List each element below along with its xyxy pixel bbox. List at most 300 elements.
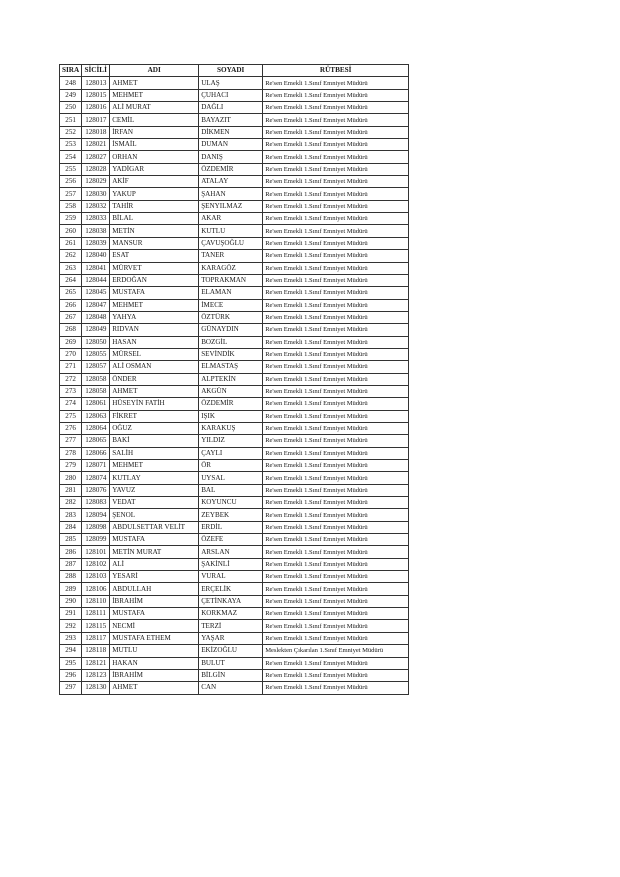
cell-sira: 278 [60,447,82,459]
cell-sira: 268 [60,324,82,336]
cell-rutbe: Re'sen Emekli 1.Sınıf Emniyet Müdürü [263,262,409,274]
cell-adi: MUTLU [110,645,199,657]
cell-rutbe: Re'sen Emekli 1.Sınıf Emniyet Müdürü [263,89,409,101]
cell-rutbe: Re'sen Emekli 1.Sınıf Emniyet Müdürü [263,348,409,360]
cell-rutbe: Re'sen Emekli 1.Sınıf Emniyet Müdürü [263,595,409,607]
cell-rutbe: Re'sen Emekli 1.Sınıf Emniyet Müdürü [263,472,409,484]
table-row [60,385,409,397]
table-row [60,657,409,669]
table-row [60,250,409,262]
table-row [60,682,409,694]
cell-sira: 284 [60,521,82,533]
cell-rutbe: Re'sen Emekli 1.Sınıf Emniyet Müdürü [263,114,409,126]
cell-adi: ÖNDER [110,373,199,385]
cell-sira: 257 [60,188,82,200]
cell-adi: RIDVAN [110,324,199,336]
cell-soyadi: KARAKUŞ [199,422,263,434]
cell-sicil: 128117 [82,632,110,644]
cell-adi: YAHYA [110,311,199,323]
header-sicil: SİCİLİ [82,65,110,77]
cell-sira: 249 [60,89,82,101]
cell-sira: 289 [60,583,82,595]
cell-adi: MUSTAFA ETHEM [110,632,199,644]
cell-sicil: 128123 [82,669,110,681]
table-row [60,139,409,151]
cell-rutbe: Re'sen Emekli 1.Sınıf Emniyet Müdürü [263,299,409,311]
table-row [60,472,409,484]
table-row [60,336,409,348]
cell-soyadi: KORKMAZ [199,608,263,620]
cell-sira: 280 [60,472,82,484]
cell-adi: METİN [110,225,199,237]
header-sira: SIRA [60,65,82,77]
cell-adi: BİLAL [110,213,199,225]
cell-sira: 251 [60,114,82,126]
cell-sicil: 128130 [82,682,110,694]
cell-sira: 248 [60,77,82,89]
cell-sicil: 128058 [82,373,110,385]
cell-adi: KUTLAY [110,472,199,484]
cell-sira: 295 [60,657,82,669]
cell-rutbe: Re'sen Emekli 1.Sınıf Emniyet Müdürü [263,77,409,89]
table-row [60,102,409,114]
cell-sira: 274 [60,398,82,410]
personnel-table [59,64,409,695]
cell-soyadi: İMECE [199,299,263,311]
cell-adi: HÜSEYİN FATİH [110,398,199,410]
cell-adi: AHMET [110,77,199,89]
cell-sira: 260 [60,225,82,237]
cell-rutbe: Re'sen Emekli 1.Sınıf Emniyet Müdürü [263,534,409,546]
cell-adi: HASAN [110,336,199,348]
cell-sira: 253 [60,139,82,151]
cell-sicil: 128050 [82,336,110,348]
cell-sira: 272 [60,373,82,385]
cell-sicil: 128074 [82,472,110,484]
cell-adi: OĞUZ [110,422,199,434]
cell-rutbe: Re'sen Emekli 1.Sınıf Emniyet Müdürü [263,571,409,583]
cell-rutbe: Meslekten Çıkarılan 1.Sınıf Emniyet Müdürü [263,645,409,657]
cell-adi: YESARİ [110,571,199,583]
table-row [60,361,409,373]
cell-sicil: 128106 [82,583,110,595]
table-row [60,89,409,101]
cell-rutbe: Re'sen Emekli 1.Sınıf Emniyet Müdürü [263,139,409,151]
cell-rutbe: Re'sen Emekli 1.Sınıf Emniyet Müdürü [263,225,409,237]
cell-adi: HAKAN [110,657,199,669]
cell-adi: YAVUZ [110,484,199,496]
cell-sira: 277 [60,435,82,447]
cell-sicil: 128058 [82,385,110,397]
cell-adi: METİN MURAT [110,546,199,558]
table-row [60,237,409,249]
table-row [60,213,409,225]
cell-rutbe: Re'sen Emekli 1.Sınıf Emniyet Müdürü [263,200,409,212]
cell-rutbe: Re'sen Emekli 1.Sınıf Emniyet Müdürü [263,447,409,459]
cell-sira: 281 [60,484,82,496]
cell-soyadi: BAYAZIT [199,114,263,126]
table-row [60,200,409,212]
cell-sicil: 128071 [82,460,110,472]
cell-sira: 266 [60,299,82,311]
table-row [60,509,409,521]
table-row [60,632,409,644]
cell-soyadi: BULUT [199,657,263,669]
cell-rutbe: Re'sen Emekli 1.Sınıf Emniyet Müdürü [263,237,409,249]
cell-soyadi: UYSAL [199,472,263,484]
cell-adi: ERDOĞAN [110,274,199,286]
cell-soyadi: ARSLAN [199,546,263,558]
cell-sira: 258 [60,200,82,212]
cell-adi: ALİ MURAT [110,102,199,114]
cell-adi: MEHMET [110,299,199,311]
cell-adi: VEDAT [110,497,199,509]
cell-sira: 270 [60,348,82,360]
cell-sicil: 128032 [82,200,110,212]
cell-adi: MUSTAFA [110,608,199,620]
cell-adi: ALİ [110,558,199,570]
table-row [60,484,409,496]
table-row [60,645,409,657]
cell-sira: 250 [60,102,82,114]
cell-rutbe: Re'sen Emekli 1.Sınıf Emniyet Müdürü [263,311,409,323]
cell-soyadi: ÇAVUŞOĞLU [199,237,263,249]
cell-soyadi: VURAL [199,571,263,583]
cell-sicil: 128102 [82,558,110,570]
cell-sicil: 128110 [82,595,110,607]
cell-sicil: 128049 [82,324,110,336]
cell-rutbe: Re'sen Emekli 1.Sınıf Emniyet Müdürü [263,422,409,434]
cell-sicil: 128038 [82,225,110,237]
table-row [60,447,409,459]
table-row [60,497,409,509]
cell-sira: 293 [60,632,82,644]
cell-rutbe: Re'sen Emekli 1.Sınıf Emniyet Müdürü [263,583,409,595]
cell-soyadi: KARAGÖZ [199,262,263,274]
cell-rutbe: Re'sen Emekli 1.Sınıf Emniyet Müdürü [263,151,409,163]
cell-sira: 279 [60,460,82,472]
cell-sicil: 128111 [82,608,110,620]
cell-soyadi: ÇETİNKAYA [199,595,263,607]
cell-adi: MÜRVET [110,262,199,274]
cell-rutbe: Re'sen Emekli 1.Sınıf Emniyet Müdürü [263,435,409,447]
cell-sira: 273 [60,385,82,397]
cell-adi: MÜRSEL [110,348,199,360]
cell-adi: MEHMET [110,89,199,101]
cell-rutbe: Re'sen Emekli 1.Sınıf Emniyet Müdürü [263,620,409,632]
cell-soyadi: TERZİ [199,620,263,632]
cell-soyadi: KOYUNCU [199,497,263,509]
cell-rutbe: Re'sen Emekli 1.Sınıf Emniyet Müdürü [263,385,409,397]
cell-rutbe: Re'sen Emekli 1.Sınıf Emniyet Müdürü [263,287,409,299]
cell-rutbe: Re'sen Emekli 1.Sınıf Emniyet Müdürü [263,398,409,410]
cell-soyadi: DUMAN [199,139,263,151]
table-row [60,324,409,336]
cell-sicil: 128015 [82,89,110,101]
cell-sira: 252 [60,126,82,138]
table-row [60,410,409,422]
cell-sicil: 128041 [82,262,110,274]
cell-sira: 271 [60,361,82,373]
cell-rutbe: Re'sen Emekli 1.Sınıf Emniyet Müdürü [263,484,409,496]
cell-sicil: 128028 [82,163,110,175]
cell-sira: 256 [60,176,82,188]
cell-soyadi: TANER [199,250,263,262]
cell-soyadi: ŞAHAN [199,188,263,200]
cell-adi: ABDULLAH [110,583,199,595]
cell-sira: 290 [60,595,82,607]
cell-sicil: 128027 [82,151,110,163]
cell-rutbe: Re'sen Emekli 1.Sınıf Emniyet Müdürü [263,460,409,472]
table-row [60,163,409,175]
table-row [60,546,409,558]
cell-rutbe: Re'sen Emekli 1.Sınıf Emniyet Müdürü [263,669,409,681]
cell-rutbe: Re'sen Emekli 1.Sınıf Emniyet Müdürü [263,608,409,620]
cell-adi: YADİGAR [110,163,199,175]
cell-sicil: 128039 [82,237,110,249]
cell-soyadi: ERÇELİK [199,583,263,595]
table-row [60,77,409,89]
cell-sicil: 128048 [82,311,110,323]
cell-soyadi: ULAŞ [199,77,263,89]
cell-soyadi: YAŞAR [199,632,263,644]
cell-sicil: 128018 [82,126,110,138]
cell-adi: MEHMET [110,460,199,472]
cell-sicil: 128044 [82,274,110,286]
cell-sicil: 128021 [82,139,110,151]
cell-soyadi: ÖZDEMİR [199,163,263,175]
cell-rutbe: Re'sen Emekli 1.Sınıf Emniyet Müdürü [263,509,409,521]
table-row [60,151,409,163]
cell-soyadi: DANIŞ [199,151,263,163]
cell-soyadi: GÜNAYDIN [199,324,263,336]
table-row [60,176,409,188]
cell-sira: 291 [60,608,82,620]
cell-sicil: 128016 [82,102,110,114]
cell-sicil: 128029 [82,176,110,188]
cell-sicil: 128115 [82,620,110,632]
table-row [60,114,409,126]
cell-soyadi: ŞENYILMAZ [199,200,263,212]
cell-soyadi: ÖZTÜRK [199,311,263,323]
cell-soyadi: AKGÜN [199,385,263,397]
cell-sicil: 128118 [82,645,110,657]
cell-rutbe: Re'sen Emekli 1.Sınıf Emniyet Müdürü [263,546,409,558]
cell-sira: 282 [60,497,82,509]
table-row [60,534,409,546]
cell-sira: 267 [60,311,82,323]
table-row [60,348,409,360]
cell-rutbe: Re'sen Emekli 1.Sınıf Emniyet Müdürü [263,373,409,385]
cell-adi: AHMET [110,682,199,694]
table-row [60,608,409,620]
cell-sira: 285 [60,534,82,546]
header-adi: ADI [110,65,199,77]
cell-soyadi: ATALAY [199,176,263,188]
cell-soyadi: YILDIZ [199,435,263,447]
cell-soyadi: DAĞLI [199,102,263,114]
cell-sira: 263 [60,262,82,274]
cell-rutbe: Re'sen Emekli 1.Sınıf Emniyet Müdürü [263,274,409,286]
cell-soyadi: ÇUHACI [199,89,263,101]
table-row [60,311,409,323]
cell-rutbe: Re'sen Emekli 1.Sınıf Emniyet Müdürü [263,361,409,373]
cell-soyadi: ÇAYLI [199,447,263,459]
cell-adi: MANSUR [110,237,199,249]
cell-sira: 287 [60,558,82,570]
cell-rutbe: Re'sen Emekli 1.Sınıf Emniyet Müdürü [263,558,409,570]
cell-sira: 296 [60,669,82,681]
cell-sira: 261 [60,237,82,249]
cell-sicil: 128047 [82,299,110,311]
cell-adi: SALİH [110,447,199,459]
cell-soyadi: CAN [199,682,263,694]
cell-soyadi: ELAMAN [199,287,263,299]
cell-sicil: 128076 [82,484,110,496]
cell-sira: 269 [60,336,82,348]
cell-rutbe: Re'sen Emekli 1.Sınıf Emniyet Müdürü [263,250,409,262]
cell-sicil: 128063 [82,410,110,422]
cell-sicil: 128098 [82,521,110,533]
cell-rutbe: Re'sen Emekli 1.Sınıf Emniyet Müdürü [263,176,409,188]
cell-adi: ESAT [110,250,199,262]
header-row [60,65,409,77]
table-row [60,299,409,311]
cell-sicil: 128030 [82,188,110,200]
cell-rutbe: Re'sen Emekli 1.Sınıf Emniyet Müdürü [263,188,409,200]
cell-rutbe: Re'sen Emekli 1.Sınıf Emniyet Müdürü [263,163,409,175]
table-row [60,435,409,447]
cell-sicil: 128057 [82,361,110,373]
cell-sicil: 128064 [82,422,110,434]
cell-sicil: 128040 [82,250,110,262]
cell-adi: ŞENOL [110,509,199,521]
cell-soyadi: BOZGİL [199,336,263,348]
cell-rutbe: Re'sen Emekli 1.Sınıf Emniyet Müdürü [263,521,409,533]
header-soyadi: SOYADI [199,65,263,77]
cell-sicil: 128094 [82,509,110,521]
table-row [60,373,409,385]
cell-sicil: 128066 [82,447,110,459]
table-row [60,188,409,200]
cell-rutbe: Re'sen Emekli 1.Sınıf Emniyet Müdürü [263,102,409,114]
cell-soyadi: ALPTEKİN [199,373,263,385]
cell-soyadi: ERDİL [199,521,263,533]
cell-sira: 254 [60,151,82,163]
cell-soyadi: ÖZEFE [199,534,263,546]
table-row [60,398,409,410]
cell-adi: BAKİ [110,435,199,447]
table-row [60,460,409,472]
cell-soyadi: SEVİNDİK [199,348,263,360]
table-row [60,620,409,632]
cell-adi: ORHAN [110,151,199,163]
cell-adi: CEMİL [110,114,199,126]
cell-sira: 297 [60,682,82,694]
cell-sicil: 128013 [82,77,110,89]
cell-soyadi: ÖR [199,460,263,472]
cell-sicil: 128121 [82,657,110,669]
cell-sira: 264 [60,274,82,286]
cell-rutbe: Re'sen Emekli 1.Sınıf Emniyet Müdürü [263,497,409,509]
cell-soyadi: EKİZOĞLU [199,645,263,657]
cell-adi: İBRAHİM [110,669,199,681]
table-row [60,571,409,583]
cell-sicil: 128061 [82,398,110,410]
table-row [60,274,409,286]
cell-sicil: 128101 [82,546,110,558]
cell-sira: 276 [60,422,82,434]
cell-rutbe: Re'sen Emekli 1.Sınıf Emniyet Müdürü [263,632,409,644]
cell-sira: 294 [60,645,82,657]
cell-sicil: 128099 [82,534,110,546]
cell-sira: 286 [60,546,82,558]
cell-adi: YAKUP [110,188,199,200]
cell-sira: 275 [60,410,82,422]
cell-rutbe: Re'sen Emekli 1.Sınıf Emniyet Müdürü [263,410,409,422]
cell-sicil: 128103 [82,571,110,583]
cell-soyadi: ELMASTAŞ [199,361,263,373]
cell-adi: ABDULSETTAR VELİT [110,521,199,533]
cell-soyadi: DİKMEN [199,126,263,138]
table-row [60,262,409,274]
cell-adi: TAHİR [110,200,199,212]
cell-sira: 265 [60,287,82,299]
cell-soyadi: ŞAKİNLİ [199,558,263,570]
cell-adi: MUSTAFA [110,287,199,299]
cell-sira: 262 [60,250,82,262]
cell-sicil: 128045 [82,287,110,299]
cell-soyadi: KUTLU [199,225,263,237]
cell-soyadi: BİLGİN [199,669,263,681]
cell-soyadi: ZEYBEK [199,509,263,521]
cell-sira: 255 [60,163,82,175]
table-row [60,669,409,681]
cell-sira: 292 [60,620,82,632]
table-row [60,521,409,533]
cell-rutbe: Re'sen Emekli 1.Sınıf Emniyet Müdürü [263,213,409,225]
table-row [60,422,409,434]
cell-sicil: 128017 [82,114,110,126]
cell-adi: FİKRET [110,410,199,422]
cell-sira: 259 [60,213,82,225]
table-row [60,558,409,570]
cell-soyadi: IŞIK [199,410,263,422]
cell-rutbe: Re'sen Emekli 1.Sınıf Emniyet Müdürü [263,682,409,694]
cell-sicil: 128083 [82,497,110,509]
cell-soyadi: ÖZDEMİR [199,398,263,410]
cell-sicil: 128033 [82,213,110,225]
table-row [60,583,409,595]
table-row [60,225,409,237]
cell-adi: İRFAN [110,126,199,138]
cell-sira: 288 [60,571,82,583]
table-row [60,126,409,138]
cell-sicil: 128065 [82,435,110,447]
cell-adi: İSMAİL [110,139,199,151]
cell-soyadi: TOPRAKMAN [199,274,263,286]
cell-adi: MUSTAFA [110,534,199,546]
cell-adi: AKİF [110,176,199,188]
cell-rutbe: Re'sen Emekli 1.Sınıf Emniyet Müdürü [263,324,409,336]
cell-rutbe: Re'sen Emekli 1.Sınıf Emniyet Müdürü [263,336,409,348]
cell-adi: İBRAHİM [110,595,199,607]
header-rutbe: RÜTBESİ [263,65,409,77]
cell-soyadi: BAL [199,484,263,496]
cell-rutbe: Re'sen Emekli 1.Sınıf Emniyet Müdürü [263,657,409,669]
table-row [60,287,409,299]
cell-sira: 283 [60,509,82,521]
